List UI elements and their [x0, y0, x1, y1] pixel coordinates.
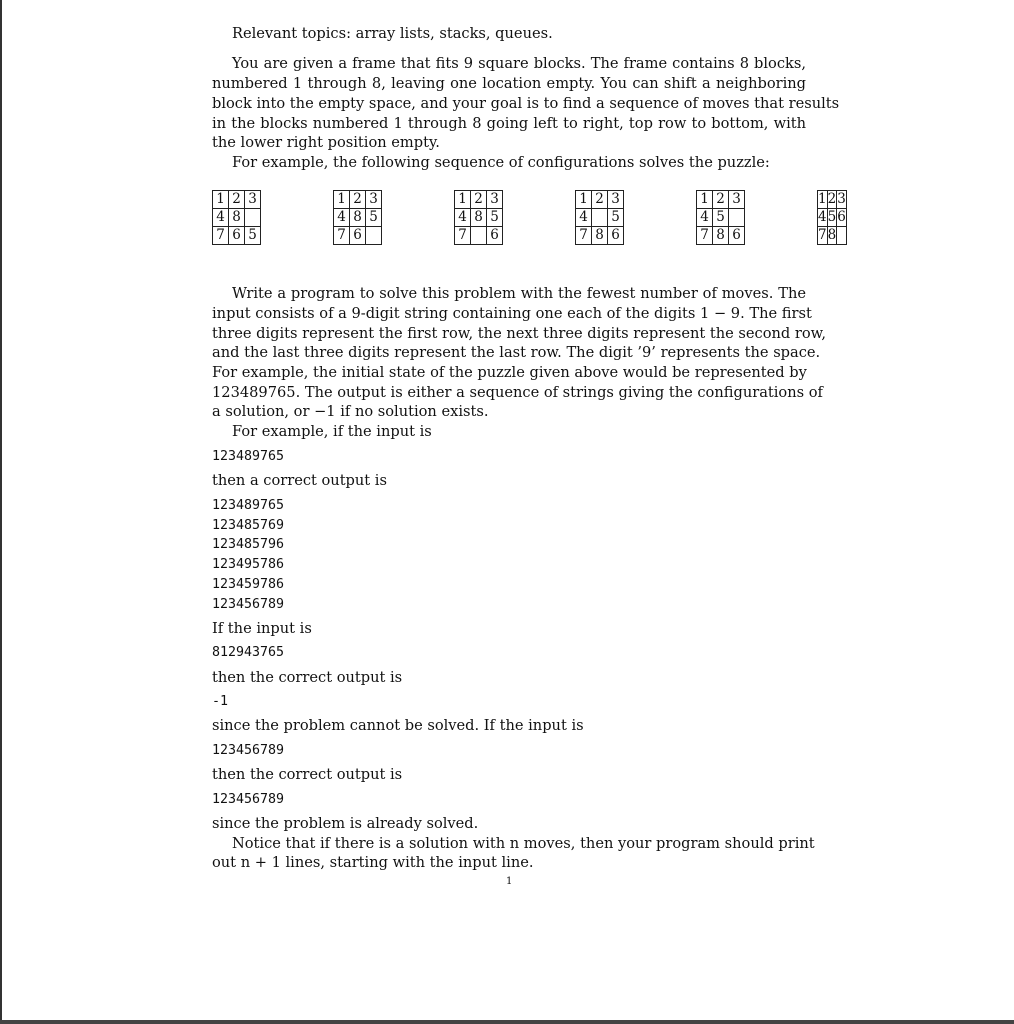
cell: 5	[487, 209, 503, 227]
cell: 4	[576, 209, 592, 227]
intro-line-3	[212, 94, 840, 114]
notice-line-2: out n + 1 lines, starting with the input line.	[212, 854, 534, 871]
cell: 4	[818, 209, 827, 225]
cell: 4	[455, 209, 471, 227]
cell	[729, 209, 745, 227]
cell: 8	[350, 209, 366, 227]
cell: 6	[487, 227, 503, 245]
notice-line-1	[232, 834, 815, 854]
task-line-4	[212, 343, 821, 363]
example3-intro: since the problem cannot be solved. If the input is	[212, 717, 584, 734]
cell: 7	[576, 227, 592, 245]
cell: 1	[213, 191, 229, 209]
task-text-4: and the last three digits represent the last row. The digit ’9’ represents the space.	[212, 344, 821, 361]
example-intro: For example, the following sequence of configurations solves the puzzle:	[232, 154, 770, 171]
intro-line-2	[212, 74, 806, 94]
task-line-5	[212, 363, 806, 383]
cell: 7	[697, 227, 713, 245]
cell: 6	[837, 209, 846, 225]
intro-text-1: You are given a frame that fits 9 square blocks. The frame contains 8 blocks,	[232, 55, 806, 72]
cell: 8	[229, 209, 245, 227]
example2-intro: If the input is	[212, 620, 312, 637]
cell: 1	[697, 191, 713, 209]
cell: 7	[334, 227, 350, 245]
intro-line-1	[232, 54, 806, 74]
cell: 2	[592, 191, 608, 209]
example1-output-line: 123459786	[212, 577, 285, 592]
cell: 8	[471, 209, 487, 227]
page-number: 1	[506, 876, 513, 887]
task-line-7: a solution, or −1 if no solution exists.	[212, 403, 489, 420]
cell	[592, 209, 608, 227]
task-text-6: 123489765. The output is either a sequence of strings giving the configurations of	[212, 384, 823, 401]
cell: 6	[729, 227, 745, 245]
cell: 2	[713, 191, 729, 209]
viewer-left-border	[0, 0, 2, 1024]
cell	[245, 209, 261, 227]
cell: 4	[697, 209, 713, 227]
puzzle-grid-4	[575, 190, 624, 245]
notice-text-1: Notice that if there is a solution with n moves, then your program should print	[232, 835, 815, 852]
example1-input: 123489765	[212, 449, 285, 464]
puzzle-grid-3	[454, 190, 503, 245]
cell: 5	[608, 209, 624, 227]
cell	[366, 227, 382, 245]
cell: 8	[827, 227, 837, 243]
cell: 5	[245, 227, 261, 245]
task-line-2	[212, 304, 812, 324]
cell: 2	[471, 191, 487, 209]
cell: 1	[818, 191, 827, 207]
task-line-1	[232, 284, 806, 304]
viewer-bottom-border	[0, 1020, 1014, 1024]
example1-output-line: 123489765	[212, 498, 285, 513]
example2-output: -1	[212, 694, 229, 709]
intro-text-3: block into the empty space, and your goal is to find a sequence of moves that results	[212, 95, 840, 112]
cell: 3	[366, 191, 382, 209]
task-line-3	[212, 324, 827, 344]
task-text-2: input consists of a 9-digit string containing one each of the digits 1 − 9. The first	[212, 305, 812, 322]
task-text-1: Write a program to solve this problem with the fewest number of moves. The	[232, 285, 806, 302]
cell: 2	[827, 191, 837, 207]
cell: 3	[608, 191, 624, 209]
cell	[471, 227, 487, 245]
cell: 7	[818, 227, 827, 243]
intro-line-5: the lower right position empty.	[212, 134, 440, 151]
cell: 6	[608, 227, 624, 245]
cell: 6	[229, 227, 245, 245]
cell: 3	[487, 191, 503, 209]
cell: 2	[350, 191, 366, 209]
example1-output-line: 123495786	[212, 557, 285, 572]
intro-text-4: in the blocks numbered 1 through 8 going left to right, top row to bottom, with	[212, 115, 806, 132]
puzzle-grid-5	[696, 190, 745, 245]
example1-output-line: 123485796	[212, 537, 285, 552]
example3-note: since the problem is already solved.	[212, 815, 479, 832]
task-text-5: For example, the initial state of the puzzle given above would be represented by	[212, 364, 807, 381]
cell: 5	[713, 209, 729, 227]
puzzle-grid-6	[817, 190, 847, 245]
cell: 3	[245, 191, 261, 209]
puzzle-grid-1	[212, 190, 261, 245]
example1-output-line: 123485769	[212, 518, 285, 533]
intro-line-4	[212, 114, 806, 134]
cell: 2	[229, 191, 245, 209]
cell: 7	[455, 227, 471, 245]
cell: 4	[334, 209, 350, 227]
cell	[837, 227, 847, 245]
example1-then: then a correct output is	[212, 472, 387, 489]
example1-intro: For example, if the input is	[232, 423, 432, 440]
task-text-3: three digits represent the first row, the next three digits represent the second row,	[212, 325, 827, 342]
example3-output: 123456789	[212, 792, 285, 807]
cell: 1	[455, 191, 471, 209]
cell: 5	[366, 209, 382, 227]
cell: 3	[729, 191, 745, 209]
cell: 1	[576, 191, 592, 209]
cell: 4	[213, 209, 229, 227]
cell: 7	[213, 227, 229, 245]
cell: 3	[837, 191, 846, 207]
example3-input: 123456789	[212, 743, 285, 758]
cell: 8	[592, 227, 608, 245]
example2-input: 812943765	[212, 645, 285, 660]
example1-output-line: 123456789	[212, 597, 285, 612]
example2-then: then the correct output is	[212, 669, 403, 686]
topics-line: Relevant topics: array lists, stacks, queues.	[232, 25, 553, 42]
cell: 5	[827, 209, 837, 225]
puzzle-grid-2	[333, 190, 382, 245]
cell: 8	[713, 227, 729, 245]
task-line-6	[212, 383, 823, 403]
example3-then: then the correct output is	[212, 766, 403, 783]
cell: 6	[350, 227, 366, 245]
intro-text-2: numbered 1 through 8, leaving one location empty. You can shift a neighboring	[212, 75, 806, 92]
cell: 1	[334, 191, 350, 209]
